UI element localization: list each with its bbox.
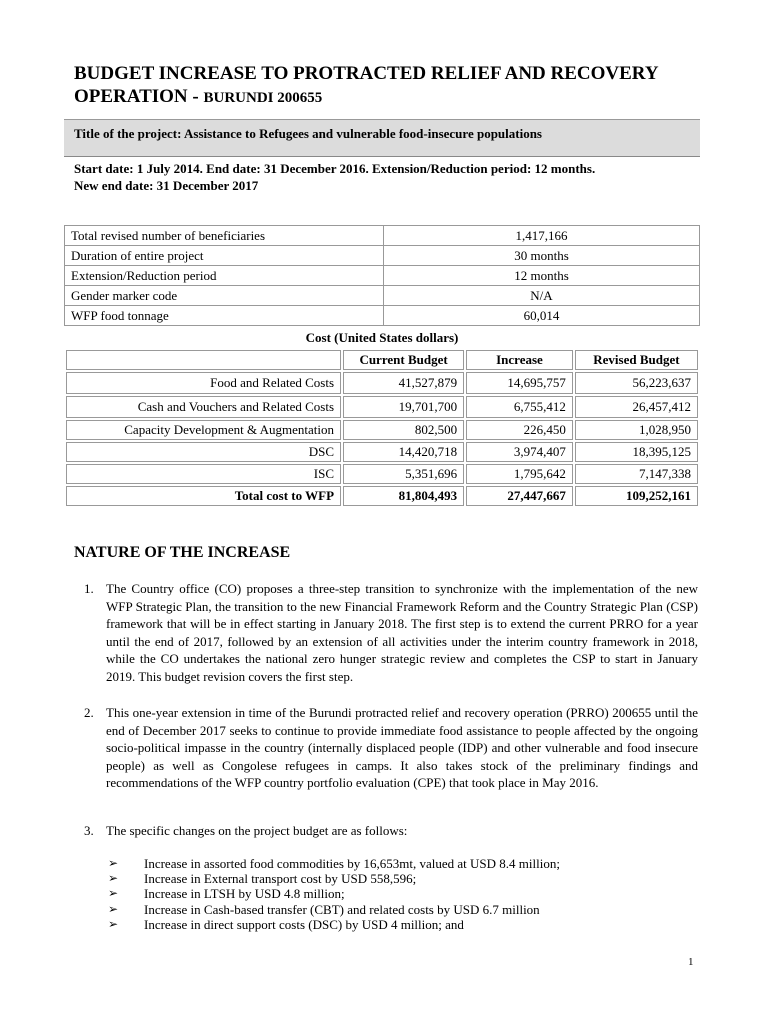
section-heading: NATURE OF THE INCREASE — [74, 544, 291, 561]
summary-value: 1,417,166 — [384, 226, 700, 246]
project-title: Title of the project: Assistance to Refugees and vulnerable food-insecure populations — [74, 126, 542, 141]
paragraph-number: 3. — [84, 823, 94, 838]
dates-line-2: New end date: 31 December 2017 — [74, 178, 259, 193]
arrow-bullet-icon: ➢ — [108, 886, 119, 901]
list-item-text: Increase in assorted food commodities by 16,653mt, valued at USD 8.4 million; — [144, 856, 560, 871]
table-row — [65, 226, 700, 246]
paragraph-1 — [74, 580, 698, 686]
summary-label: Total revised number of beneficiaries — [65, 226, 384, 246]
header-current-budget: Current Budget — [343, 350, 464, 370]
list-item-text: Increase in Cash-based transfer (CBT) and related costs by USD 6.7 million — [144, 901, 540, 917]
summary-label: Duration of entire project — [65, 246, 384, 266]
table-row — [66, 372, 698, 394]
cost-label: Capacity Development & Augmentation — [66, 420, 341, 440]
summary-value: N/A — [384, 286, 700, 306]
table-row — [66, 420, 698, 440]
page-number: 1 — [688, 956, 694, 968]
list-item-text: Increase in External transport cost by USD 558,596; — [144, 871, 417, 887]
cost-revised: 56,223,637 — [575, 372, 698, 394]
list-item — [108, 902, 698, 917]
cost-label: DSC — [66, 442, 341, 462]
cost-current: 14,420,718 — [343, 442, 464, 462]
summary-value: 60,014 — [384, 306, 700, 326]
list-item-text: Increase in direct support costs (DSC) by USD 4 million; and — [144, 916, 464, 932]
title-sub: BURUNDI 200655 — [203, 90, 323, 106]
document-title — [74, 62, 714, 110]
cost-current: 41,527,879 — [343, 372, 464, 394]
cost-increase: 14,695,757 — [466, 372, 573, 394]
list-item — [108, 917, 698, 932]
list-item — [108, 856, 698, 871]
cost-current: 802,500 — [343, 420, 464, 440]
title-main: BUDGET INCREASE TO PROTRACTED RELIEF AND RECOVERY OPERATION - — [74, 63, 658, 107]
paragraph-text: The Country office (CO) proposes a three-step transition to synchronize with the implementation of the new WFP Strategic Plan, the transition to the new Financial Framework Reform and the Country Strategic Plan (CSP) framework that will be in effect starting in January 2018. The first step is to extend the current PRRO for a year until the end of 2017, followed by an extension of all activities under the interim country framework in 2018, while the CO undertakes the national zero hunger strategic review and completes the CSP to start in January 2019. This budget revision covers the first step. — [106, 581, 698, 684]
cost-label: Cash and Vouchers and Related Costs — [66, 396, 341, 418]
cost-revised: 109,252,161 — [575, 486, 698, 506]
summary-value: 30 months — [384, 246, 700, 266]
arrow-bullet-icon: ➢ — [108, 871, 119, 886]
cost-revised: 7,147,338 — [575, 464, 698, 484]
summary-label: WFP food tonnage — [65, 306, 384, 326]
paragraph-text: The specific changes on the project budget are as follows: — [106, 823, 408, 838]
project-dates — [74, 160, 694, 194]
cost-increase: 1,795,642 — [466, 464, 573, 484]
budget-changes-list — [108, 856, 698, 932]
cost-increase: 27,447,667 — [466, 486, 573, 506]
table-row — [65, 306, 700, 326]
summary-label: Gender marker code — [65, 286, 384, 306]
table-row — [66, 464, 698, 484]
cost-increase: 6,755,412 — [466, 396, 573, 418]
paragraph-2 — [74, 704, 698, 792]
cost-table-title: Cost (United States dollars) — [305, 330, 459, 345]
cost-current: 81,804,493 — [343, 486, 464, 506]
table-row — [65, 266, 700, 286]
list-item — [108, 886, 698, 901]
paragraph-3 — [74, 822, 698, 840]
cost-revised: 1,028,950 — [575, 420, 698, 440]
cost-revised: 18,395,125 — [575, 442, 698, 462]
arrow-bullet-icon: ➢ — [108, 916, 119, 931]
cost-table — [64, 348, 700, 508]
table-row — [65, 286, 700, 306]
header-blank-cell — [66, 350, 341, 370]
summary-label: Extension/Reduction period — [65, 266, 384, 286]
project-title-box — [64, 119, 700, 157]
summary-table — [64, 225, 700, 326]
cost-increase: 226,450 — [466, 420, 573, 440]
dates-line-1: Start date: 1 July 2014. End date: 31 December 2016. Extension/Reduction period: 12 months. — [74, 161, 596, 176]
paragraph-number: 1. — [84, 581, 94, 596]
list-item-text: Increase in LTSH by USD 4.8 million; — [144, 886, 345, 902]
header-increase: Increase — [466, 350, 573, 370]
summary-value: 12 months — [384, 266, 700, 286]
cost-header-row — [66, 350, 698, 370]
cost-current: 5,351,696 — [343, 464, 464, 484]
paragraph-text: This one-year extension in time of the Burundi protracted relief and recovery operation (PRRO) 200655 until the end of December 2017 seeks to continue to provide immediate food assistance to people affected by the ongoing socio-political impasse in the country (internally displaced people (IDP) and other vulnerable and food insecure people) as well as Congolese refugees in camps. It also takes stock of the preliminary findings and recommendations of the WFP country portfolio evaluation (CPE) that took place in May 2016. — [106, 705, 698, 791]
cost-label: Total cost to WFP — [66, 486, 341, 506]
cost-label: ISC — [66, 464, 341, 484]
arrow-bullet-icon: ➢ — [108, 856, 119, 870]
list-item — [108, 871, 698, 886]
cost-revised: 26,457,412 — [575, 396, 698, 418]
table-row — [66, 442, 698, 462]
table-row — [66, 396, 698, 418]
table-row — [65, 246, 700, 266]
cost-current: 19,701,700 — [343, 396, 464, 418]
arrow-bullet-icon: ➢ — [108, 901, 119, 916]
paragraph-number: 2. — [84, 705, 94, 720]
cost-increase: 3,974,407 — [466, 442, 573, 462]
cost-label: Food and Related Costs — [66, 372, 341, 394]
table-row-total — [66, 486, 698, 506]
header-revised-budget: Revised Budget — [575, 350, 698, 370]
